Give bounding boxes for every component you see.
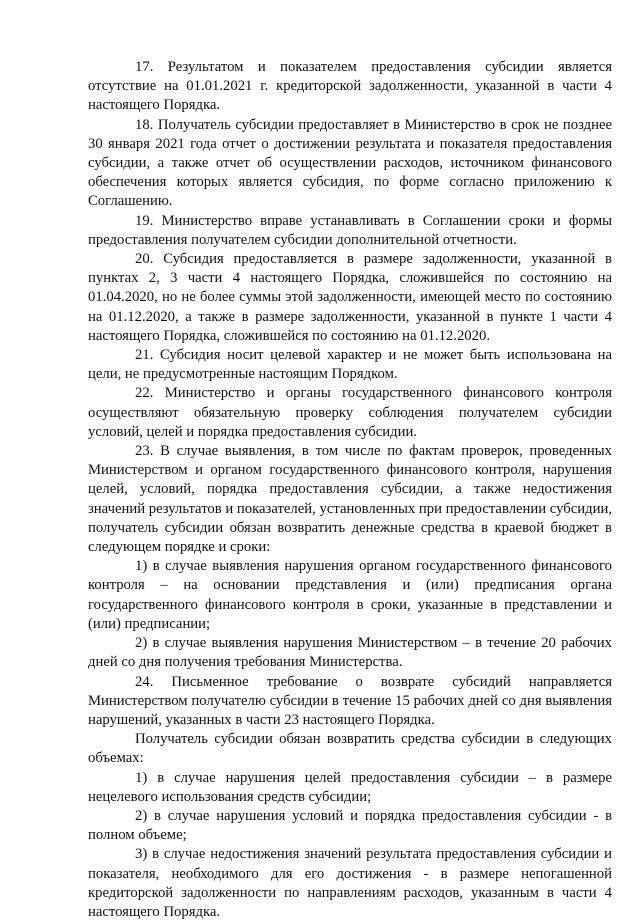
paragraph-22-control: 22. Министерство и органы государственного финансового контроля осуществляют обязательную проверку соблюдения получателем субсидии условий, целей и порядка предоставления субсидии. — [88, 385, 612, 440]
paragraph-17-result-indicator: 17. Результатом и показателем предоставления субсидии является отсутствие на 01.01.2021 г. кредиторской задолженности, указанной в части 4 настоящего Порядка. — [88, 59, 612, 114]
paragraph-19-additional-reporting: 19. Министерство вправе устанавливать в Соглашении сроки и формы предоставления получателем субсидии дополнительной отчетности. — [88, 212, 612, 248]
paragraph-refund-volumes: Получатель субсидии обязан возвратить средства субсидии в следующих объемах: — [88, 731, 612, 767]
paragraph-23-item-1: 1) в случае выявления нарушения органом государственного финансового контроля – на основании представления и (или) предписания органа государственного финансового контроля в сроки, указанные в представлении и (или) предписании; — [88, 558, 612, 632]
paragraph-refund-item-2: 2) в случае нарушения условий и порядка предоставления субсидии - в полном объеме; — [88, 807, 612, 844]
paragraph-23-violations: 23. В случае выявления, в том числе по фактам проверок, проведенных Министерством и органом государственного финансового контроля, нарушения целей, условий, порядка предоставления субсидии, а также недостижения значений результатов и показателей, установленных при предоставлении субсидии, получатель субсидии обязан возвратить денежные средства в краевой бюджет в следующем порядке и сроки: — [88, 443, 612, 556]
paragraph-21-target-purpose: 21. Субсидия носит целевой характер и не может быть использована на цели, не предусмотренные настоящим Порядком. — [88, 347, 612, 383]
paragraph-18-report: 18. Получатель субсидии предоставляет в Министерство в срок не позднее 30 января 2021 года отчет о достижении результата и показателя предоставления субсидии, а также отчет об осуществлении расходов, источником финансового обеспечения которых является субсидия, по форме согласно приложению к Соглашению. — [88, 116, 612, 210]
document-page — [88, 58, 612, 922]
paragraph-23-item-2: 2) в случае выявления нарушения Министерством – в течение 20 рабочих дней со дня получения требования Министерства. — [88, 635, 612, 671]
paragraph-refund-item-3: 3) в случае недостижения значений результата предоставления субсидии и показателя, необходимого для его достижения - в размере непогашенной кредиторской задолженности по направлениям расходов, указанным в части 4 настоящего Порядка. — [88, 846, 612, 920]
paragraph-refund-item-1: 1) в случае нарушения целей предоставления субсидии – в размере нецелевого использования средств субсидии; — [88, 769, 612, 805]
paragraph-20-subsidy-amount: 20. Субсидия предоставляется в размере задолженности, указанной в пунктах 2, 3 части 4 настоящего Порядка, сложившейся по состоянию на 01.04.2020, но не более суммы этой задолженности, имеющей место по состоянию на 01.12.2020, а также в размере задолженности, указанной в пункте 1 части 4 настоящего Порядка, сложившейся по состоянию на 01.12.2020. — [88, 251, 612, 344]
paragraph-24-refund-request: 24. Письменное требование о возврате субсидий направляется Министерством получателю субсидии в течение 15 рабочих дней со дня выявления нарушений, указанных в части 23 настоящего Порядка. — [88, 673, 612, 728]
